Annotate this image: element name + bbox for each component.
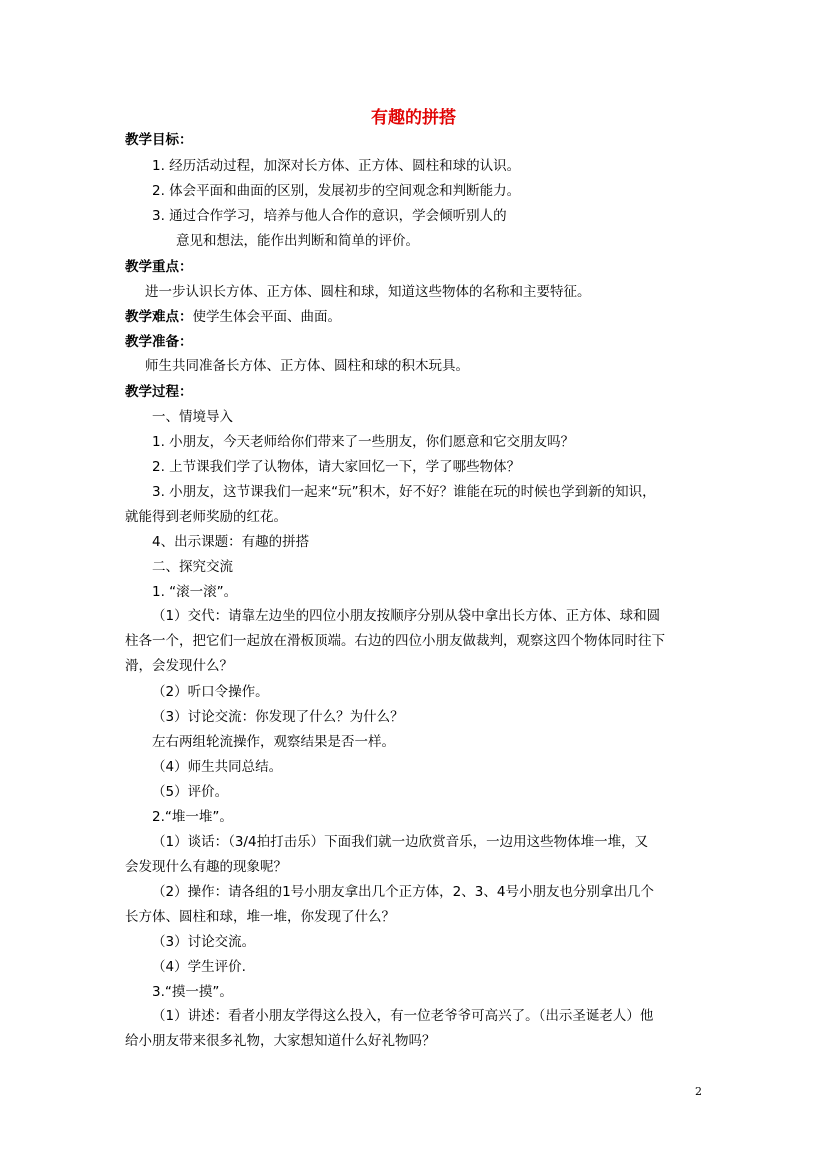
text-line: 3.“摸一摸”。 — [152, 984, 233, 1000]
text-line: 2. 体会平面和曲面的区别，发展初步的空间观念和判断能力。 — [152, 183, 521, 199]
text-line: （4）学生评价. — [152, 959, 246, 975]
text-line: （1）谈话：（3/4拍打击乐）下面我们就一边欣赏音乐，一边用这些物体堆一堆，又 — [152, 834, 649, 850]
text-line: （3）讨论交流：你发现了什么？为什么？ — [152, 709, 404, 725]
text-line: 2.“堆一堆”。 — [152, 809, 233, 825]
text-line: 师生共同准备长方体、正方体、圆柱和球的积木玩具。 — [145, 358, 469, 374]
heading-process: 教学过程： — [125, 384, 193, 400]
text-line: 一、情境导入 — [152, 409, 233, 425]
text-line: （2）听口令操作。 — [152, 684, 269, 700]
text-line: 2. 上节课我们学了认物体，请大家回忆一下，学了哪些物体？ — [152, 459, 521, 475]
text-line: （3）讨论交流。 — [152, 934, 256, 950]
difficulty-line — [125, 308, 341, 326]
text-line: （1）讲述：看者小朋友学得这么投入，有一位老爷爷可高兴了。（出示圣诞老人）他 — [152, 1008, 654, 1024]
text-line: 1. “滚一滚”。 — [152, 584, 238, 600]
heading-preparation: 教学准备： — [125, 334, 193, 350]
text-line: 二、探究交流 — [152, 559, 233, 575]
text-line: 会发现什么有趣的现象呢？ — [125, 859, 287, 875]
text-line: 长方体、圆柱和球，堆一堆，你发现了什么？ — [125, 909, 395, 925]
text-line: 滑，会发现什么？ — [125, 658, 233, 674]
text-line: 3. 通过合作学习，培养与他人合作的意识，学会倾听别人的 — [152, 208, 507, 224]
text-line: 左右两组轮流操作，观察结果是否一样。 — [152, 734, 395, 750]
text-line: 柱各一个，把它们一起放在滑板顶端。右边的四位小朋友做裁判，观察这四个物体同时往下 — [125, 633, 665, 649]
text-line: 4、出示课题：有趣的拼搭 — [152, 534, 310, 550]
text-line: （1）交代：请靠左边坐的四位小朋友按顺序分别从袋中拿出长方体、正方体、球和圆 — [152, 608, 661, 624]
text-line: 1. 小朋友，今天老师给你们带来了一些朋友，你们愿意和它交朋友吗？ — [152, 434, 575, 450]
text-line: （4）师生共同总结。 — [152, 759, 283, 775]
page-number: 2 — [695, 1085, 702, 1098]
text-line: （5）评价。 — [152, 784, 229, 800]
heading-difficulty: 教学难点： — [125, 309, 193, 325]
text-span: 使学生体会平面、曲面。 — [192, 309, 341, 325]
text-line: 意见和想法，能作出判断和简单的评价。 — [176, 233, 419, 249]
text-line: 3. 小朋友，这节课我们一起来“玩”积木，好不好？谁能在玩的时候也学到新的知识， — [152, 484, 656, 500]
text-line: （2）操作：请各组的1号小朋友拿出几个正方体，2、3、4号小朋友也分别拿出几个 — [152, 884, 654, 900]
text-line: 就能得到老师奖励的红花。 — [125, 509, 287, 525]
text-line: 给小朋友带来很多礼物，大家想知道什么好礼物吗？ — [125, 1033, 436, 1049]
heading-objectives: 教学目标： — [125, 132, 193, 148]
document-title: 有趣的拼搭 — [371, 108, 456, 128]
text-line: 1. 经历活动过程，加深对长方体、正方体、圆柱和球的认识。 — [152, 158, 521, 174]
text-line: 进一步认识长方体、正方体、圆柱和球，知道这些物体的名称和主要特征。 — [145, 284, 591, 300]
heading-key-points: 教学重点： — [125, 259, 193, 275]
